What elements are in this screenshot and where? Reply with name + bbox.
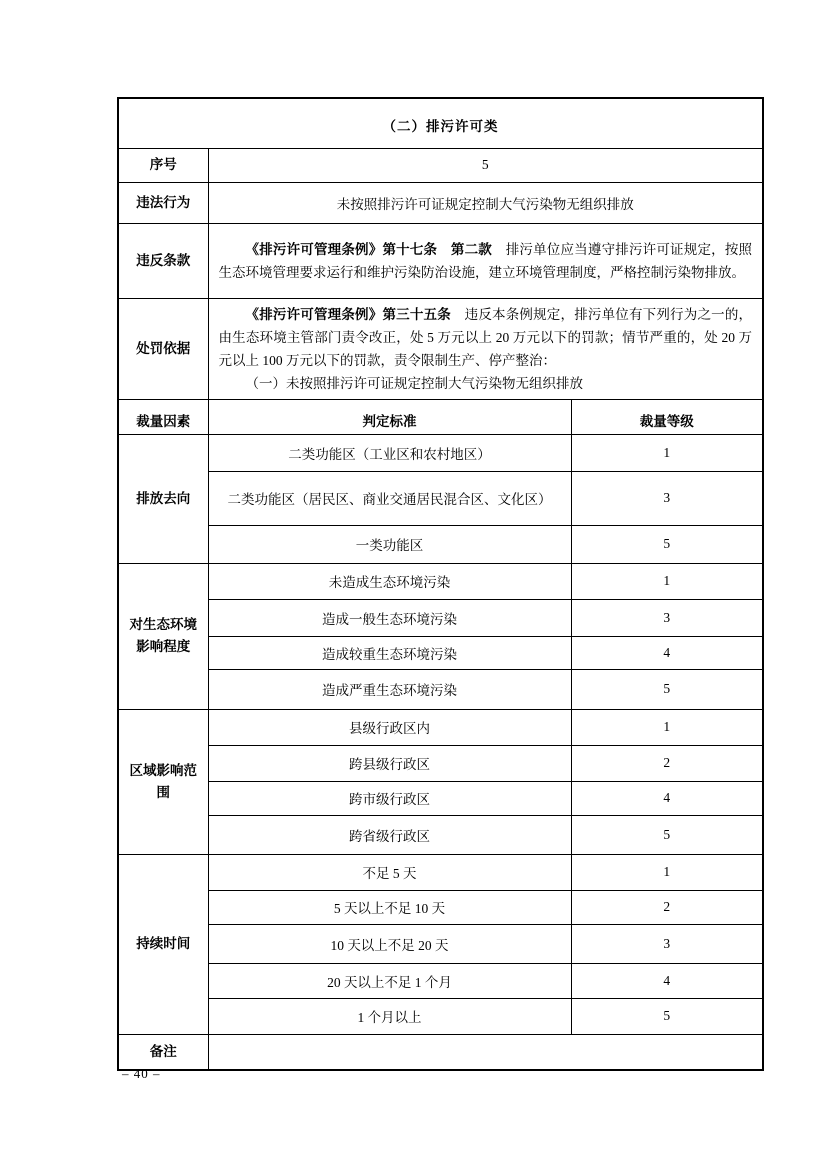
remark-label: 备注 (118, 1034, 208, 1070)
table-row (118, 182, 763, 223)
header-criteria: 判定标准 (208, 399, 571, 434)
penalty-label: 处罚依据 (118, 298, 208, 399)
table-row (118, 924, 763, 963)
table-row (118, 434, 763, 471)
level-cell: 1 (571, 563, 763, 599)
criteria-cell: 不足 5 天 (208, 854, 571, 890)
level-cell: 3 (571, 599, 763, 636)
criteria-cell: 造成严重生态环境污染 (208, 669, 571, 709)
clause-paragraph (219, 238, 753, 284)
level-cell: 2 (571, 745, 763, 781)
level-cell: 1 (571, 854, 763, 890)
clause-label: 违反条款 (118, 223, 208, 298)
table-row (118, 223, 763, 298)
penalty-lead-text: 《排污许可管理条例》第三十五条 (245, 306, 451, 322)
level-cell: 4 (571, 963, 763, 998)
violation-label: 违法行为 (118, 182, 208, 223)
level-cell: 5 (571, 998, 763, 1034)
table-row (118, 998, 763, 1034)
table-row (118, 709, 763, 745)
criteria-cell: 一类功能区 (208, 525, 571, 563)
criteria-cell: 跨县级行政区 (208, 745, 571, 781)
criteria-cell: 造成一般生态环境污染 (208, 599, 571, 636)
table-header-row (118, 399, 763, 434)
criteria-cell: 1 个月以上 (208, 998, 571, 1034)
level-cell: 5 (571, 815, 763, 854)
table-title: （二）排污许可类 (118, 98, 763, 148)
criteria-cell: 跨市级行政区 (208, 781, 571, 815)
violation-value: 未按照排污许可证规定控制大气污染物无组织排放 (208, 182, 763, 223)
penalty-body-text: 违反本条例规定，排污单位有下列行为之一的，由生态环境主管部门责令改正，处 5 万元以上 20 万元以下的罚款；情节严重的，处 20 万元以上 100 万元以下的罚款，责令限制生产、停产整治： (218, 306, 753, 368)
level-cell: 3 (571, 471, 763, 525)
penalty-sub-item: （一）未按照排污许可证规定控制大气污染物无组织排放 (245, 375, 583, 391)
table-row (118, 636, 763, 669)
serial-value: 5 (208, 148, 763, 182)
criteria-cell: 5 天以上不足 10 天 (208, 890, 571, 924)
table-row (118, 148, 763, 182)
table-row (118, 525, 763, 563)
level-cell: 5 (571, 525, 763, 563)
table-row (118, 563, 763, 599)
level-cell: 4 (571, 781, 763, 815)
table-row (118, 745, 763, 781)
page-number: – 40 – (122, 1066, 161, 1081)
criteria-cell: 二类功能区（居民区、商业交通居民混合区、文化区） (208, 471, 571, 525)
factor-label-discharge-destination: 排放去向 (118, 434, 208, 563)
clause-content (208, 223, 763, 298)
criteria-cell: 20 天以上不足 1 个月 (208, 963, 571, 998)
level-cell: 1 (571, 709, 763, 745)
criteria-cell: 二类功能区（工业区和农村地区） (208, 434, 571, 471)
level-cell: 2 (571, 890, 763, 924)
criteria-cell: 县级行政区内 (208, 709, 571, 745)
level-cell: 4 (571, 636, 763, 669)
level-cell: 5 (571, 669, 763, 709)
table-row (118, 781, 763, 815)
table-row (118, 599, 763, 636)
criteria-cell: 造成较重生态环境污染 (208, 636, 571, 669)
serial-label: 序号 (118, 148, 208, 182)
penalty-content (208, 298, 763, 399)
table-row (118, 1034, 763, 1070)
header-factor: 裁量因素 (118, 399, 208, 434)
table-row (118, 890, 763, 924)
factor-label-eco-impact-degree: 对生态环境影响程度 (118, 563, 208, 709)
table-row (118, 854, 763, 890)
clause-body-text: 排污单位应当遵守排污许可证规定，按照生态环境管理要求运行和维护污染防治设施，建立环境管理制度，严格控制污染物排放。 (218, 241, 753, 280)
criteria-cell: 跨省级行政区 (208, 815, 571, 854)
penalty-paragraph (219, 303, 753, 372)
table-row (118, 471, 763, 525)
level-cell: 3 (571, 924, 763, 963)
discretion-table-wrap (117, 97, 764, 1071)
criteria-cell: 未造成生态环境污染 (208, 563, 571, 599)
table-row (118, 298, 763, 399)
factor-label-duration: 持续时间 (118, 854, 208, 1034)
factor-label-region-impact-scope: 区域影响范围 (118, 709, 208, 854)
remark-content (208, 1034, 763, 1070)
level-cell: 1 (571, 434, 763, 471)
clause-lead-text: 《排污许可管理条例》第十七条 第二款 (245, 241, 493, 257)
criteria-cell: 10 天以上不足 20 天 (208, 924, 571, 963)
table-row (118, 815, 763, 854)
header-level: 裁量等级 (571, 399, 763, 434)
table-row (118, 669, 763, 709)
discretion-table (117, 97, 764, 1071)
table-row (118, 963, 763, 998)
